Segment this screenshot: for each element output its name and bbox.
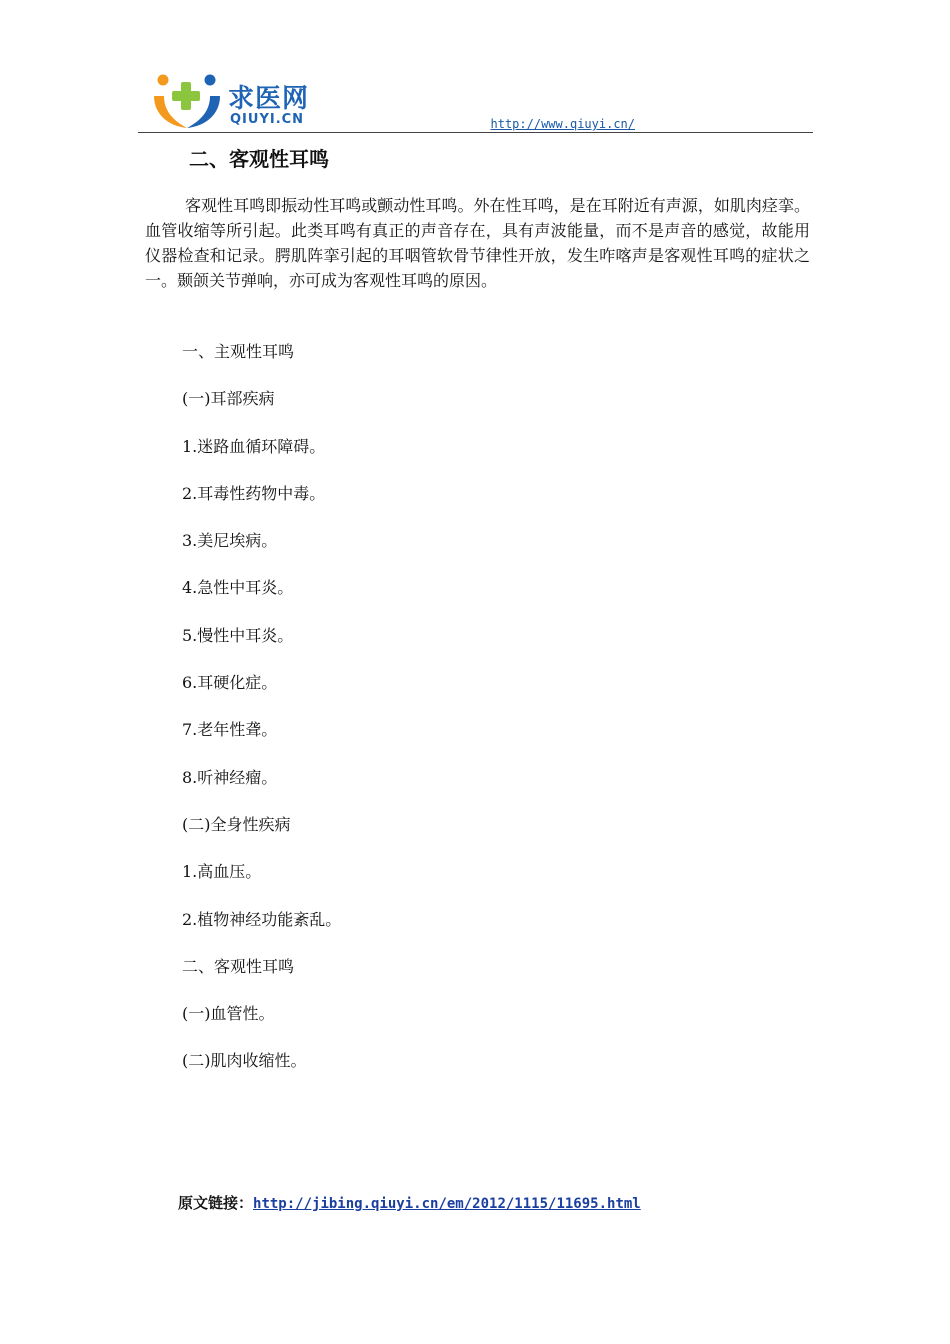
list-item: 2.耳毒性药物中毒。 <box>182 483 326 503</box>
list-item: 6.耳硬化症。 <box>182 673 278 693</box>
list-item: 2.植物神经功能紊乱。 <box>182 909 342 929</box>
list-item: 7.老年性聋。 <box>182 720 278 740</box>
page-header <box>138 62 813 134</box>
article-title: 二、客观性耳鸣 <box>189 147 329 171</box>
list-item: 5.慢性中耳炎。 <box>182 625 294 645</box>
list-item: 一、主观性耳鸣 <box>182 342 295 361</box>
source-line <box>178 1192 641 1213</box>
list-item: (一)血管性。 <box>182 1004 275 1024</box>
source-label: 原文链接： <box>178 1194 254 1212</box>
header-divider <box>138 132 813 133</box>
list-item: 4.急性中耳炎。 <box>182 578 294 598</box>
list-item: (一)耳部疾病 <box>182 389 275 409</box>
symptom-cause-list <box>182 341 341 1098</box>
list-item: 1.高血压。 <box>182 862 262 882</box>
list-item: 3.美尼埃病。 <box>182 531 278 551</box>
site-logo[interactable] <box>150 70 330 130</box>
logo-people-icon <box>150 70 226 132</box>
list-item: 8.听神经瘤。 <box>182 767 278 787</box>
site-url-link[interactable]: http://www.qiuyi.cn/ <box>490 117 635 131</box>
logo-english-text: QIUYI.CN <box>230 112 305 127</box>
list-item: 二、客观性耳鸣 <box>182 956 295 976</box>
list-item: (二)全身性疾病 <box>182 814 291 834</box>
source-url-link[interactable]: http://jibing.qiuyi.cn/em/2012/1115/11695.html <box>253 1196 641 1212</box>
article-intro-paragraph: 客观性耳鸣即振动性耳鸣或颤动性耳鸣。外在性耳鸣，是在耳附近有声源，如肌肉痉挛。血管收缩等所引起。此类耳鸣有真正的声音存在，具有声波能量，而不是声音的感觉，故能用仪器检查和记录。腭肌阵挛引起的耳咽管软骨节律性开放，发生咋喀声是客观性耳鸣的症状之一。颞颌关节弹响，亦可成为客观性耳鸣的原因。 <box>145 196 810 290</box>
list-item: 1.迷路血循环障碍。 <box>182 436 326 456</box>
list-item: (二)肌肉收缩性。 <box>182 1051 307 1071</box>
logo-chinese-text: 求医网 <box>228 84 310 114</box>
